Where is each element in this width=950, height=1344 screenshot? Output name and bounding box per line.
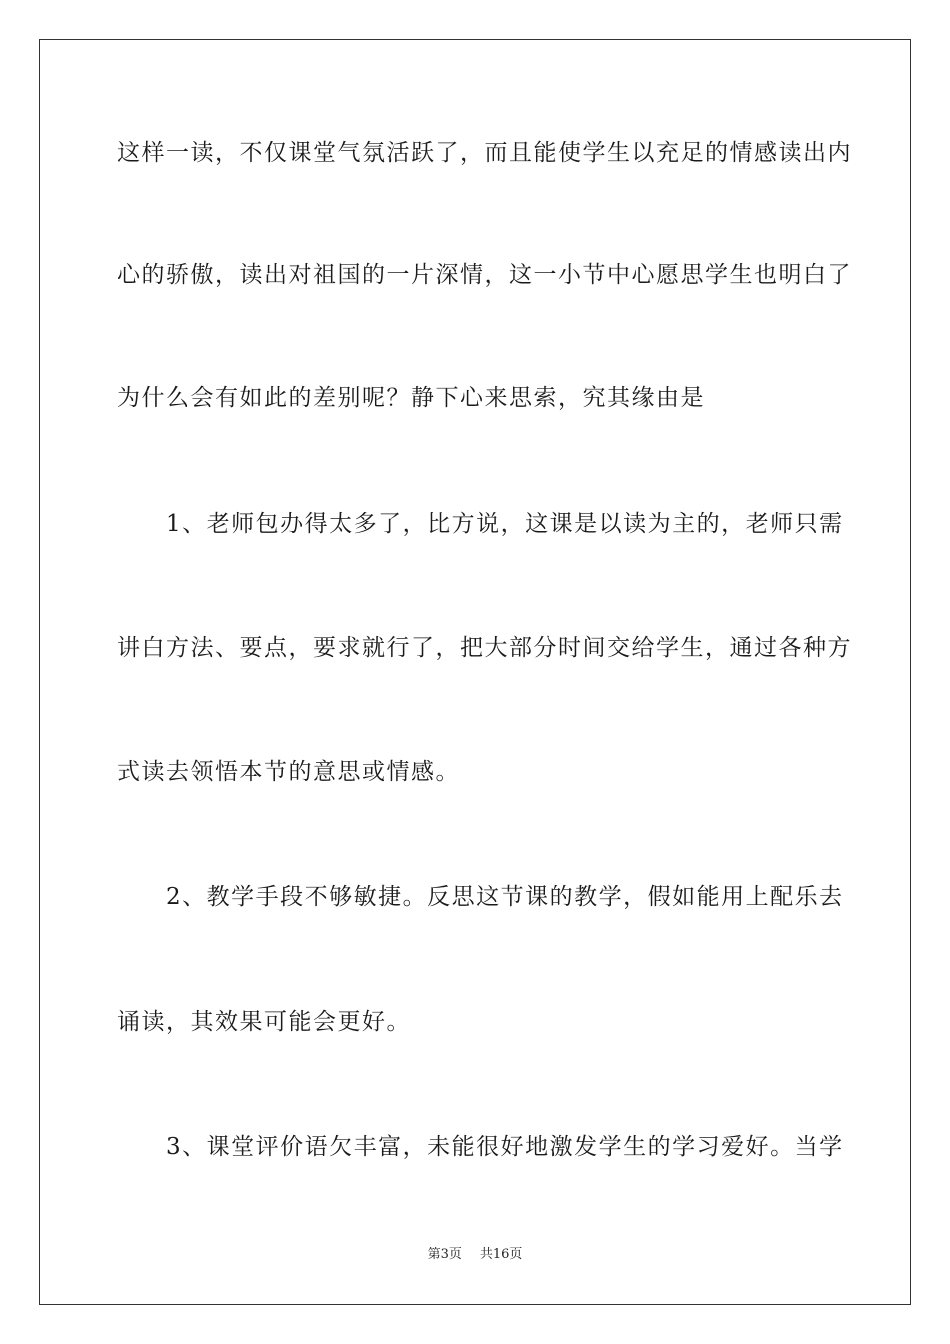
page-footer <box>0 1246 950 1264</box>
body-line-5: 讲白方法、要点，要求就行了，把大部分时间交给学生，通过各种方 <box>117 635 852 661</box>
body-line-3: 为什么会有如此的差别呢？静下心来思索，究其缘由是 <box>117 385 705 411</box>
body-line-6: 式读去领悟本节的意思或情感。 <box>117 759 460 785</box>
page-frame <box>39 39 911 1305</box>
body-line-4: 1、老师包办得太多了，比方说，这课是以读为主的，老师只需 <box>117 511 844 537</box>
page-total: 共16页 <box>479 1247 523 1262</box>
body-line-7: 2、教学手段不够敏捷。反思这节课的教学，假如能用上配乐去 <box>117 884 844 910</box>
body-line-2: 心的骄傲，读出对祖国的一片深情，这一小节中心愿思学生也明白了 <box>117 262 852 288</box>
body-line-9: 3、课堂评价语欠丰富，未能很好地激发学生的学习爱好。当学 <box>117 1134 844 1160</box>
page-number: 第3页 <box>427 1247 462 1262</box>
body-line-1: 这样一读，不仅课堂气氛活跃了，而且能使学生以充足的情感读出内 <box>117 140 852 166</box>
body-line-8: 诵读，其效果可能会更好。 <box>117 1009 411 1035</box>
